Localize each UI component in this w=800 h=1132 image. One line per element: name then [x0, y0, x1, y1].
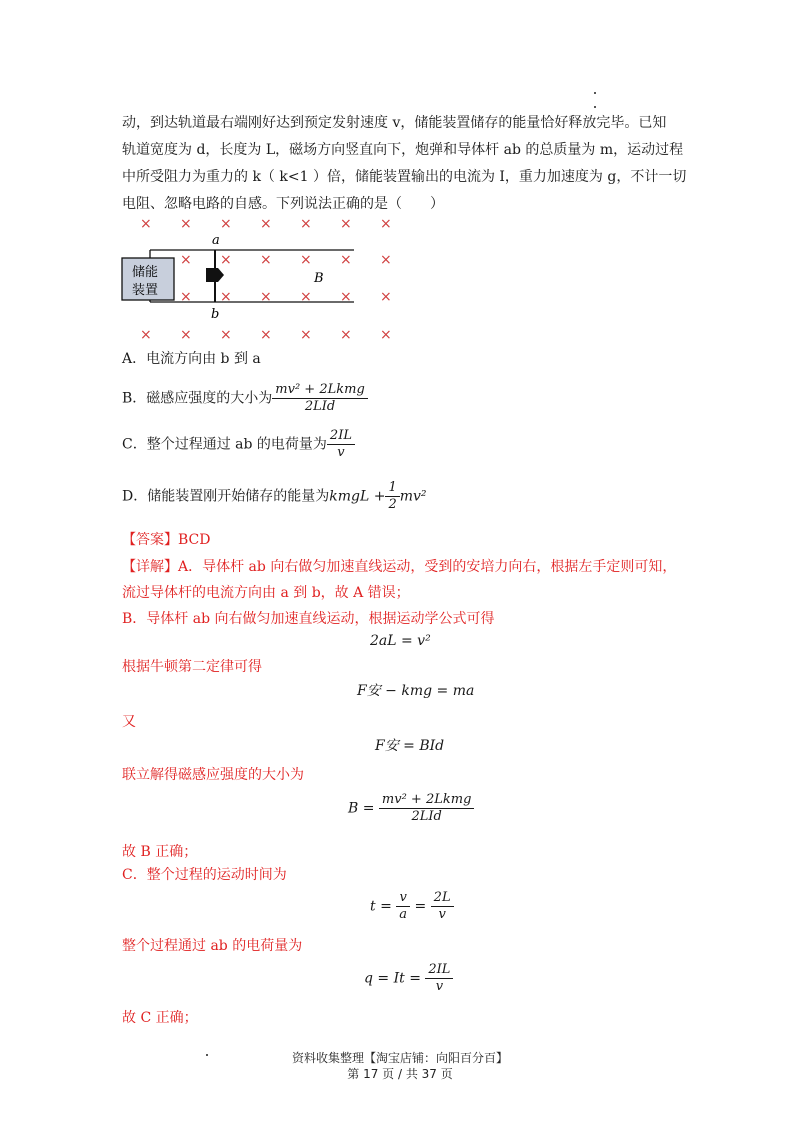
- label-a: a: [212, 233, 220, 248]
- equation-B-denominator: 2LId: [411, 809, 442, 824]
- field-cross: ×: [300, 252, 312, 268]
- field-cross: ×: [260, 327, 272, 342]
- field-cross: ×: [260, 252, 272, 268]
- option-d-denominator: 2: [388, 497, 397, 512]
- option-d-numerator: 1: [385, 480, 399, 497]
- equation-charge-lhs: q = It =: [364, 970, 421, 987]
- option-d-tail: mv²: [399, 488, 427, 505]
- field-cross: ×: [300, 289, 312, 305]
- text-c-intro: C．整个过程的运动时间为: [122, 867, 287, 883]
- projectile: [206, 268, 224, 282]
- field-cross: ×: [220, 327, 232, 342]
- equation-time-denominator-2: v: [438, 907, 446, 922]
- field-cross: ×: [340, 327, 352, 342]
- label-b: b: [211, 307, 220, 322]
- equation-newton: F安 − kmg = ma: [357, 683, 475, 699]
- question-line: 动，到达轨道最右端刚好达到预定发射速度 v，储能装置储存的能量恰好释放完毕。已知: [122, 115, 667, 131]
- field-cross: ×: [340, 216, 352, 232]
- option-b-numerator: mv² + 2Lkmg: [272, 382, 367, 399]
- option-c: [122, 428, 355, 461]
- equation-time-denominator-1: a: [399, 907, 408, 922]
- device-label: 储能: [132, 265, 159, 280]
- equation-time-fraction-1: [396, 890, 410, 923]
- equation-time: [370, 890, 454, 923]
- equation-B-numerator: mv² + 2Lkmg: [379, 792, 474, 809]
- option-c-fraction: [327, 428, 355, 461]
- option-c-numerator: 2IL: [327, 428, 355, 445]
- equation-B-lhs: B =: [348, 800, 375, 817]
- field-cross: ×: [180, 289, 192, 305]
- equation-time-equals: =: [414, 898, 427, 915]
- field-cross: ×: [380, 327, 392, 342]
- field-cross: ×: [380, 216, 392, 232]
- field-cross: ×: [260, 289, 272, 305]
- field-cross: ×: [140, 216, 152, 232]
- text-newton: 根据牛顿第二定律可得: [122, 659, 262, 675]
- field-cross: ×: [180, 216, 192, 232]
- corner-dot: [594, 106, 596, 108]
- field-cross: ×: [220, 252, 232, 268]
- corner-dot: [594, 92, 596, 94]
- option-b: [122, 382, 368, 415]
- footer-source: 资料收集整理【淘宝店铺：向阳百分百】: [291, 1051, 508, 1065]
- detail-line: 【详解】A．导体杆 ab 向右做匀加速直线运动，受到的安培力向右，根据左手定则可知，: [122, 559, 677, 575]
- equation-B: [348, 792, 474, 825]
- option-a: A．电流方向由 b 到 a: [122, 351, 261, 367]
- text-b-correct: 故 B 正确；: [122, 844, 198, 860]
- equation-time-lhs: t =: [370, 898, 392, 915]
- question-line: 电阻、忽略电路的自感。下列说法正确的是（ ）: [122, 196, 444, 212]
- detail-line: 流过导体杆的电流方向由 a 到 b，故 A 错误；: [122, 585, 410, 601]
- field-cross: ×: [180, 327, 192, 342]
- field-cross: ×: [140, 327, 152, 342]
- equation-kinematics: 2aL = v²: [370, 633, 431, 649]
- option-d-fraction: [385, 480, 399, 513]
- option-d: [122, 480, 427, 513]
- option-c-denominator: v: [337, 445, 345, 460]
- equation-charge: [364, 962, 453, 995]
- option-b-fraction: [272, 382, 367, 415]
- field-cross: ×: [340, 289, 352, 305]
- text-solve: 联立解得磁感应强度的大小为: [122, 767, 304, 783]
- option-b-label: B．磁感应强度的大小为: [122, 390, 273, 407]
- question-line: 中所受阻力为重力的 k（ k<1 ）倍，储能装置输出的电流为 I，重力加速度为 g，不计一切: [122, 169, 687, 185]
- label-B: B: [314, 271, 324, 286]
- field-cross: ×: [260, 216, 272, 232]
- text-you: 又: [122, 714, 136, 730]
- question-line: 轨道宽度为 d，长度为 L，磁场方向竖直向下，炮弹和导体杆 ab 的总质量为 m，运动过程: [122, 142, 684, 158]
- field-cross: ×: [220, 216, 232, 232]
- text-c-correct: 故 C 正确；: [122, 1010, 198, 1026]
- answer-label: 【答案】BCD: [122, 532, 211, 548]
- field-cross: ×: [300, 216, 312, 232]
- detail-line: B．导体杆 ab 向右做匀加速直线运动，根据运动学公式可得: [122, 611, 495, 627]
- field-cross: ×: [340, 252, 352, 268]
- equation-time-numerator-2: 2L: [431, 890, 454, 907]
- device-label: 装置: [132, 283, 159, 298]
- equation-time-numerator-1: v: [396, 890, 409, 907]
- text-charge: 整个过程通过 ab 的电荷量为: [122, 938, 303, 954]
- field-cross: ×: [300, 327, 312, 342]
- option-b-denominator: 2LId: [304, 399, 336, 414]
- field-cross: ×: [380, 252, 392, 268]
- option-c-label: C．整个过程通过 ab 的电荷量为: [122, 436, 327, 453]
- equation-ampere-force: F安 = BId: [375, 738, 445, 754]
- equation-time-fraction-2: [431, 890, 454, 923]
- equation-charge-denominator: v: [435, 979, 444, 994]
- equation-charge-fraction: [425, 962, 453, 995]
- option-d-expr: kmgL +: [329, 488, 386, 505]
- rail-gun-diagram: [118, 212, 408, 342]
- field-cross: ×: [180, 252, 192, 268]
- equation-charge-numerator: 2IL: [425, 962, 453, 979]
- footer-page-number: 第 17 页 / 共 37 页: [347, 1067, 453, 1081]
- field-cross: ×: [220, 289, 232, 305]
- option-d-label: D．储能装置刚开始储存的能量为: [122, 488, 330, 505]
- equation-B-fraction: [379, 792, 474, 825]
- field-cross: ×: [380, 289, 392, 305]
